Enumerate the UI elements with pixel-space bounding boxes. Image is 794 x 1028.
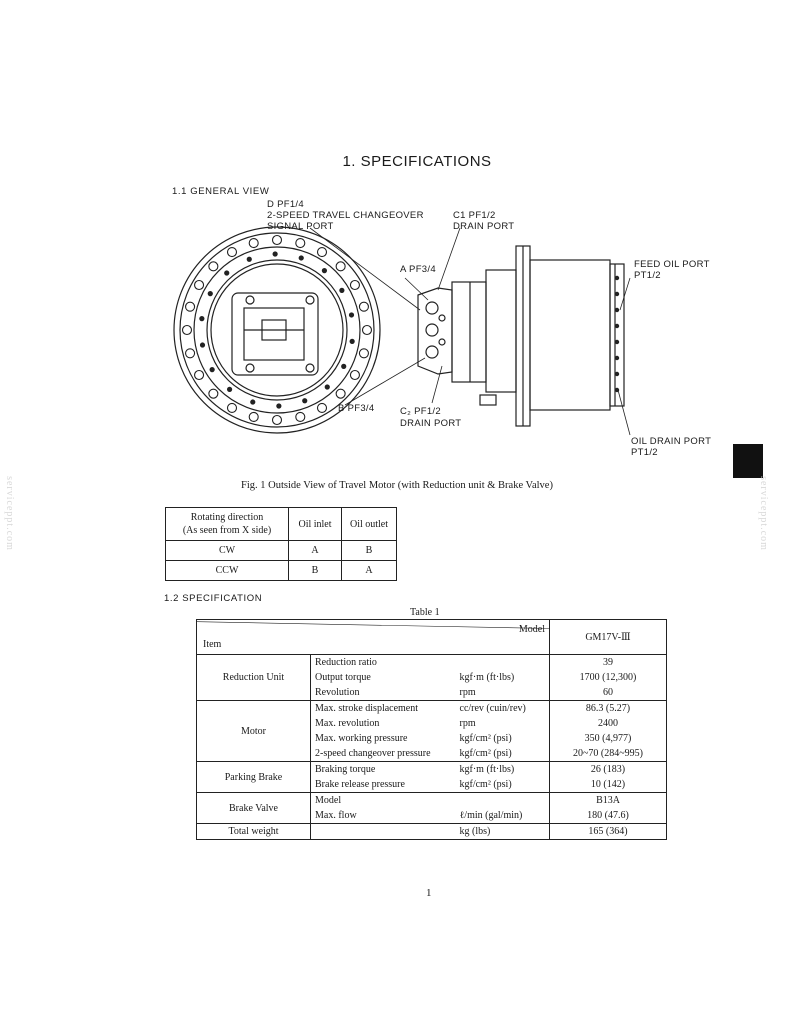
group-name-cell: Total weight <box>197 824 311 840</box>
units-cell <box>456 762 550 793</box>
value-text: 86.3 (5.27) <box>585 703 631 714</box>
figure-caption: Fig. 1 Outside View of Travel Motor (with Reduction unit & Brake Valve) <box>241 480 553 491</box>
bolt-head <box>299 255 304 260</box>
unit-label: cc/rev (cuin/rev) <box>459 703 526 714</box>
watermark-right: serviceppt.com <box>757 476 769 551</box>
table-row <box>197 824 667 840</box>
group-name-cell: Motor <box>197 701 311 762</box>
values-cell <box>550 824 667 840</box>
values-cell <box>550 793 667 824</box>
units-cell <box>456 793 550 824</box>
bolt-hole <box>249 239 258 248</box>
drum-bolt <box>615 276 619 280</box>
bolt-head <box>350 339 355 344</box>
item-label: Max. stroke displacement <box>315 703 419 714</box>
items-cell <box>311 701 456 762</box>
values-cell <box>550 655 667 701</box>
value-text: 20~70 (284~995) <box>573 748 643 759</box>
value-text: 165 (364) <box>588 826 628 837</box>
bolt-hole <box>359 349 368 358</box>
label-d-port: D PF1/4 <box>267 199 304 210</box>
table-cell: A <box>342 561 397 581</box>
bolt-head <box>224 270 229 275</box>
table-row <box>197 793 667 824</box>
unit-label: kgf·m (ft·lbs) <box>459 764 515 775</box>
items-cell <box>311 793 456 824</box>
value-text: 39 <box>603 657 614 668</box>
units-cell <box>456 655 550 701</box>
table-row <box>197 620 667 655</box>
bolt-hole <box>183 326 192 335</box>
table-cell: CW <box>166 541 289 561</box>
bolt-hole <box>350 371 359 380</box>
drum-bolt <box>615 324 619 328</box>
bolt-head <box>247 257 252 262</box>
item-label: Max. flow <box>315 810 357 821</box>
drum-bolt <box>615 372 619 376</box>
bolt-hole <box>363 326 372 335</box>
unit-label: kgf/cm² (psi) <box>459 748 512 759</box>
value-text: 350 (4,977) <box>584 733 632 744</box>
header-item-label: Item <box>203 639 222 650</box>
label-c1-drain: DRAIN PORT <box>453 221 515 232</box>
bolt-head <box>227 387 232 392</box>
bolt-hole <box>336 389 345 398</box>
label-c1-port: C1 PF1/2 <box>453 210 496 221</box>
items-cell <box>311 655 456 701</box>
label-feed-oil-thread: PT1/2 <box>634 270 661 281</box>
bolt-hole <box>336 262 345 271</box>
bolt-hole <box>296 239 305 248</box>
label-a-port: A PF3/4 <box>400 264 436 275</box>
unit-label <box>460 655 546 670</box>
bolt-hole <box>318 248 327 257</box>
bolt-head <box>341 364 346 369</box>
header-model-label: Model <box>518 624 546 635</box>
item-label <box>315 824 452 839</box>
table-cell: B <box>342 541 397 561</box>
group-name-cell: Parking Brake <box>197 762 311 793</box>
section-heading-general-view: 1.1 GENERAL VIEW <box>172 186 270 197</box>
bolt-head <box>322 268 327 273</box>
section-heading-specification: 1.2 SPECIFICATION <box>164 593 263 604</box>
table-cell: B <box>289 561 342 581</box>
item-label: Model <box>315 795 342 806</box>
drum-bolt <box>615 340 619 344</box>
unit-label: kgf/cm² (psi) <box>459 779 512 790</box>
item-label: Reduction ratio <box>315 657 377 668</box>
bolt-hole <box>318 403 327 412</box>
group-name-cell: Reduction Unit <box>197 655 311 701</box>
unit-label: rpm <box>459 718 476 729</box>
bolt-hole <box>195 371 204 380</box>
table-header-diagonal-cell <box>197 620 550 655</box>
item-label: Brake release pressure <box>315 779 405 790</box>
table-row <box>166 508 397 541</box>
table-cell: A <box>289 541 342 561</box>
units-cell <box>456 824 550 840</box>
bolt-hole <box>195 281 204 290</box>
bolt-head <box>199 316 204 321</box>
bolt-hole <box>296 412 305 421</box>
value-text: 10 (142) <box>590 779 626 790</box>
label-oil-drain-port: OIL DRAIN PORT <box>631 436 712 447</box>
value-text: 2400 <box>598 718 619 729</box>
items-cell <box>311 824 456 840</box>
page-number: 1 <box>426 887 432 899</box>
unit-label: rpm <box>459 687 476 698</box>
unit-label: kg (lbs) <box>459 826 491 837</box>
bolt-head <box>276 403 281 408</box>
rotation-direction-table <box>165 507 397 581</box>
bolt-hole <box>209 262 218 271</box>
unit-label: kgf·m (ft·lbs) <box>459 672 515 683</box>
drum-bolt <box>615 356 619 360</box>
table-row <box>197 655 667 701</box>
bolt-hole <box>186 302 195 311</box>
table-header-cell: Oil inlet <box>289 508 342 541</box>
bolt-head <box>273 251 278 256</box>
bolt-head <box>210 367 215 372</box>
label-c2-drain: DRAIN PORT <box>400 418 462 429</box>
bolt-hole <box>209 389 218 398</box>
table-label: Table 1 <box>410 607 440 618</box>
unit-label: ℓ/min (gal/min) <box>459 810 523 821</box>
table-header-cell: Rotating direction (As seen from X side) <box>166 508 289 541</box>
label-d-port-signal: SIGNAL PORT <box>267 221 334 232</box>
item-label: Max. working pressure <box>315 733 408 744</box>
table-header-cell: Oil outlet <box>342 508 397 541</box>
item-label: 2-speed changeover pressure <box>315 748 431 759</box>
bolt-head <box>200 342 205 347</box>
label-d-port-desc: 2-SPEED TRAVEL CHANGEOVER <box>267 210 424 221</box>
label-feed-oil-port: FEED OIL PORT <box>634 259 710 270</box>
units-cell <box>456 701 550 762</box>
value-text: B13A <box>596 795 620 806</box>
bolt-head <box>302 398 307 403</box>
item-label: Braking torque <box>315 764 376 775</box>
bolt-hole <box>273 236 282 245</box>
values-cell <box>550 701 667 762</box>
item-label: Revolution <box>315 687 360 698</box>
label-oil-drain-thread: PT1/2 <box>631 447 658 458</box>
label-c2-port: C₂ PF1/2 <box>400 406 441 417</box>
bolt-hole <box>359 302 368 311</box>
bolt-head <box>208 291 213 296</box>
bolt-hole <box>186 349 195 358</box>
items-cell <box>311 762 456 793</box>
page-title: 1. SPECIFICATIONS <box>342 153 492 170</box>
table-row <box>197 762 667 793</box>
value-text: 1700 (12,300) <box>579 672 637 683</box>
group-name-cell: Brake Valve <box>197 793 311 824</box>
watermark-left: serviceppt.com <box>3 476 15 551</box>
item-label: Output torque <box>315 672 371 683</box>
bolt-hole <box>228 248 237 257</box>
bolt-head <box>349 312 354 317</box>
table-cell: CCW <box>166 561 289 581</box>
drum-bolt <box>615 308 619 312</box>
value-text: 26 (183) <box>590 764 626 775</box>
table-row <box>166 561 397 581</box>
bolt-hole <box>273 416 282 425</box>
drum-bolt <box>615 292 619 296</box>
unit-label: kgf/cm² (psi) <box>459 733 512 744</box>
bolt-head <box>339 288 344 293</box>
bolt-hole <box>249 412 258 421</box>
item-label: Max. revolution <box>315 718 380 729</box>
section-tab-marker <box>733 444 763 478</box>
model-name-cell: GM17V-Ⅲ <box>550 620 667 655</box>
table-row <box>197 701 667 762</box>
values-cell <box>550 762 667 793</box>
bolt-head <box>325 384 330 389</box>
unit-label <box>460 793 546 808</box>
value-text: 180 (47.6) <box>587 810 629 821</box>
bolt-head <box>250 399 255 404</box>
bolt-hole <box>228 403 237 412</box>
table-row <box>166 541 397 561</box>
specification-table <box>196 619 667 840</box>
label-b-port: B PF3/4 <box>338 403 375 414</box>
value-text: 60 <box>603 687 614 698</box>
bolt-hole <box>350 281 359 290</box>
